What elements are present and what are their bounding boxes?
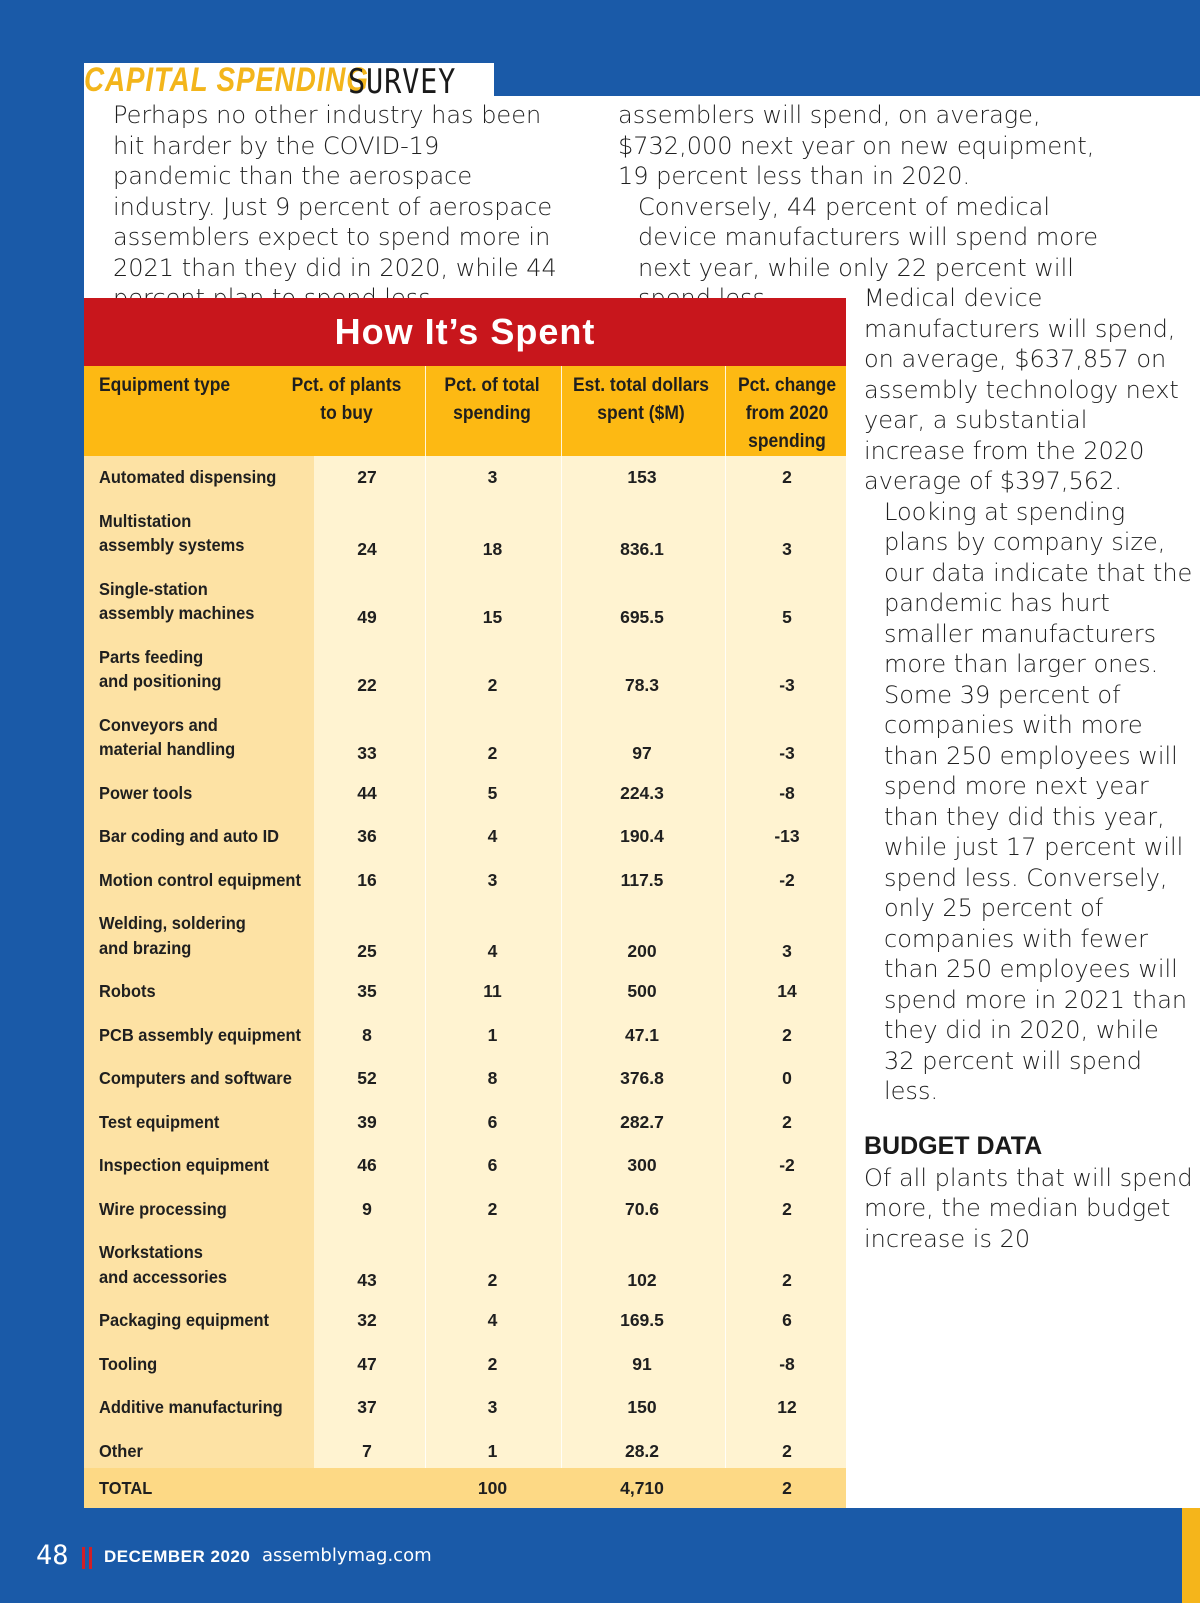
value-cell: 52	[357, 1068, 377, 1088]
table-row	[84, 972, 846, 1016]
value-cell: 97	[632, 742, 652, 763]
value-cell: 4	[487, 826, 498, 846]
paragraph: Looking at spending plans by company size, our data indicate that the pandemic has hurt smaller manufacturers more than larger ones. Some 39 percent of companies with more than 250 employees will spend more next year than they did this year, while just 17 percent will spend less. Conversely, only 25 percent of companies with fewer than 250 employees will spend more in 2021 than they did in 2020, while 32 percent will spend less.	[884, 497, 1193, 1105]
equipment-type-cell: PCB assembly equipment	[99, 1024, 302, 1045]
value-cell: 44	[357, 782, 377, 803]
value-cell: 24	[357, 538, 377, 559]
value-cell: 836.1	[620, 538, 664, 559]
value-cell: 3	[487, 869, 498, 890]
table-row	[84, 458, 846, 502]
total-row	[84, 1468, 846, 1508]
table-row	[84, 1190, 846, 1234]
value-cell: 2	[782, 467, 792, 487]
value-cell: 2	[487, 1353, 498, 1374]
value-cell: 16	[357, 869, 377, 890]
value-cell: 2	[782, 1024, 792, 1045]
value-cell: 25	[357, 941, 377, 961]
value-cell: 282.7	[620, 1111, 664, 1132]
value-cell: 376.8	[620, 1068, 664, 1088]
value-cell: 4	[487, 1310, 498, 1330]
paragraph: Conversely, 44 percent of medical device manufacturers will spend more next year, while only 22 percent will	[638, 192, 1099, 282]
equipment-type-cell: Welding, soldering and brazing	[99, 913, 246, 958]
value-cell: -3	[779, 742, 795, 763]
value-cell: 43	[357, 1270, 377, 1290]
paragraph: assemblers will spend, on average, $732,000 next year on new equipment, 19 percent less than in 2020.	[618, 101, 1095, 190]
value-cell: 2	[487, 742, 498, 763]
total-cell: 100	[477, 1478, 508, 1498]
value-cell: 190.4	[620, 826, 664, 846]
value-cell: 3	[782, 941, 792, 961]
value-cell: 6	[782, 1310, 792, 1330]
table-row	[84, 904, 846, 972]
value-cell: 200	[627, 941, 657, 961]
section-title: CAPITAL SPENDING	[84, 61, 369, 99]
value-cell: 2	[782, 1198, 792, 1219]
table-row	[84, 502, 846, 570]
value-cell: 6	[487, 1111, 498, 1132]
equipment-type-cell: Additive manufacturing	[99, 1397, 283, 1417]
value-cell: -2	[779, 869, 795, 890]
value-cell: 78.3	[624, 674, 660, 695]
equipment-type-cell: Motion control equipment	[99, 869, 301, 890]
value-cell: 4	[487, 941, 498, 961]
column-header: Est. total dollars spent ($M)	[573, 375, 709, 424]
value-cell: 5	[487, 782, 498, 803]
value-cell: 8	[362, 1024, 372, 1045]
equipment-type-cell: Other	[99, 1440, 143, 1461]
equipment-type-cell: Computers and software	[99, 1068, 292, 1088]
column-header: Pct. change from 2020 spending	[737, 375, 837, 452]
value-cell: 2	[782, 1111, 792, 1132]
table-row	[84, 1059, 846, 1103]
equipment-type-cell: Automated dispensing	[99, 467, 277, 487]
value-cell: -3	[779, 674, 795, 695]
subhead: BUDGET DATA	[864, 1131, 1043, 1160]
table-row	[84, 1016, 846, 1060]
value-cell: 18	[482, 538, 503, 559]
equipment-type-cell: Robots	[99, 981, 156, 1001]
equipment-type-cell: Workstations and accessories	[99, 1242, 228, 1287]
value-cell: 47	[357, 1353, 377, 1374]
table-row	[84, 1388, 846, 1432]
value-cell: 695.5	[620, 606, 664, 627]
value-cell: 150	[627, 1397, 657, 1417]
value-cell: 117.5	[620, 869, 664, 890]
value-cell: 22	[357, 674, 377, 695]
value-cell: 5	[782, 606, 792, 627]
value-cell: 0	[782, 1068, 792, 1088]
issue-date: DECEMBER 2020	[104, 1547, 251, 1566]
equipment-type-cell: Test equipment	[99, 1111, 220, 1132]
value-cell: 36	[357, 826, 377, 846]
value-cell: 3	[487, 467, 498, 487]
value-cell: 3	[487, 1397, 498, 1417]
table-row	[84, 817, 846, 861]
value-cell: 28.2	[624, 1440, 660, 1461]
column-header: Equipment type	[99, 375, 231, 396]
table-row	[84, 638, 846, 706]
value-cell: 91	[632, 1353, 652, 1374]
table-header-row	[84, 366, 846, 456]
value-cell: 153	[627, 467, 657, 487]
value-cell: 2	[487, 1198, 498, 1219]
value-cell: 32	[357, 1310, 377, 1330]
page-number: 48	[36, 1540, 69, 1571]
value-cell: 37	[357, 1397, 377, 1417]
value-cell: 7	[362, 1440, 372, 1461]
value-cell: 3	[782, 538, 792, 559]
corner-stripe	[1182, 1508, 1200, 1603]
value-cell: 47.1	[624, 1024, 660, 1045]
value-cell: 39	[357, 1111, 377, 1132]
equipment-type-cell: Bar coding and auto ID	[99, 826, 280, 846]
value-cell: 500	[627, 981, 657, 1001]
column-header: Pct. of total spending	[444, 375, 540, 424]
value-cell: 2	[782, 1440, 792, 1461]
value-cell: 1	[487, 1024, 498, 1045]
table-row	[84, 1301, 846, 1345]
value-cell: 2	[487, 1270, 498, 1290]
total-cell: 2	[782, 1478, 792, 1498]
value-cell: 46	[357, 1155, 377, 1175]
table-row	[84, 861, 846, 905]
value-cell: 2	[782, 1270, 792, 1290]
equipment-type-cell: Conveyors and material handling	[99, 714, 236, 759]
equipment-type-cell: Single-station assembly machines	[99, 578, 255, 623]
paragraph: Of all plants that will spend more, the median budget increase is 20	[864, 1163, 1193, 1253]
table-row	[84, 570, 846, 638]
value-cell: 169.5	[620, 1310, 664, 1330]
equipment-type-cell: Wire processing	[99, 1198, 227, 1219]
value-cell: -2	[779, 1155, 795, 1175]
section-header	[84, 61, 494, 102]
equipment-type-cell: Power tools	[99, 782, 193, 803]
value-cell: 27	[357, 467, 377, 487]
value-cell: 9	[362, 1198, 372, 1219]
value-cell: -13	[774, 826, 800, 846]
table-row	[84, 1103, 846, 1147]
equipment-type-cell: Parts feeding and positioning	[99, 646, 222, 691]
value-cell: 224.3	[620, 782, 664, 803]
value-cell: 49	[357, 606, 377, 627]
value-cell: 102	[627, 1270, 657, 1290]
table-row	[84, 706, 846, 774]
value-cell: 300	[627, 1155, 657, 1175]
equipment-type-cell: Packaging equipment	[99, 1310, 270, 1330]
value-cell: 14	[777, 981, 797, 1001]
value-cell: 35	[357, 981, 377, 1001]
value-cell: 11	[483, 981, 502, 1001]
table-title: How It’s Spent	[84, 298, 846, 366]
equipment-type-cell: Inspection equipment	[99, 1155, 270, 1175]
article-column-2	[618, 100, 1118, 314]
column-header: Pct. of plants to buy	[291, 375, 402, 424]
value-cell: 1	[487, 1440, 498, 1461]
paragraph: Perhaps no other industry has been hit harder by the COVID-19 pandemic than the aerospace industry. Just 9 percent of aerospace assemblers expect to spend more in 2021 than they did in 2020, while 44	[113, 101, 557, 282]
value-cell: 70.6	[624, 1198, 660, 1219]
table-row	[84, 1233, 846, 1301]
total-cell: 4,710	[620, 1478, 664, 1498]
value-cell: 8	[487, 1068, 498, 1088]
equipment-type-cell: Multistation assembly systems	[99, 510, 245, 555]
total-label: TOTAL	[99, 1478, 153, 1498]
article-column-3	[864, 283, 1194, 1254]
table-row	[84, 1345, 846, 1389]
table-row	[84, 774, 846, 818]
value-cell: 2	[487, 674, 498, 695]
website-link[interactable]: assemblymag.com	[262, 1545, 432, 1566]
value-cell: -8	[779, 782, 795, 803]
section-subtitle: SURVEY	[348, 62, 457, 102]
paragraph: Medical device manufacturers will spend, on average, $637,857 on assembly technology next year, a substantial increase from the 2020 average of $397,562.	[864, 284, 1179, 495]
spending-table	[84, 298, 846, 1508]
value-cell: 33	[357, 742, 377, 763]
footer-divider	[82, 1547, 92, 1569]
value-cell: 12	[777, 1397, 797, 1417]
table-row	[84, 1146, 846, 1190]
value-cell: -8	[779, 1353, 795, 1374]
value-cell: 15	[482, 606, 503, 627]
equipment-type-cell: Tooling	[99, 1353, 158, 1374]
value-cell: 6	[487, 1155, 498, 1175]
